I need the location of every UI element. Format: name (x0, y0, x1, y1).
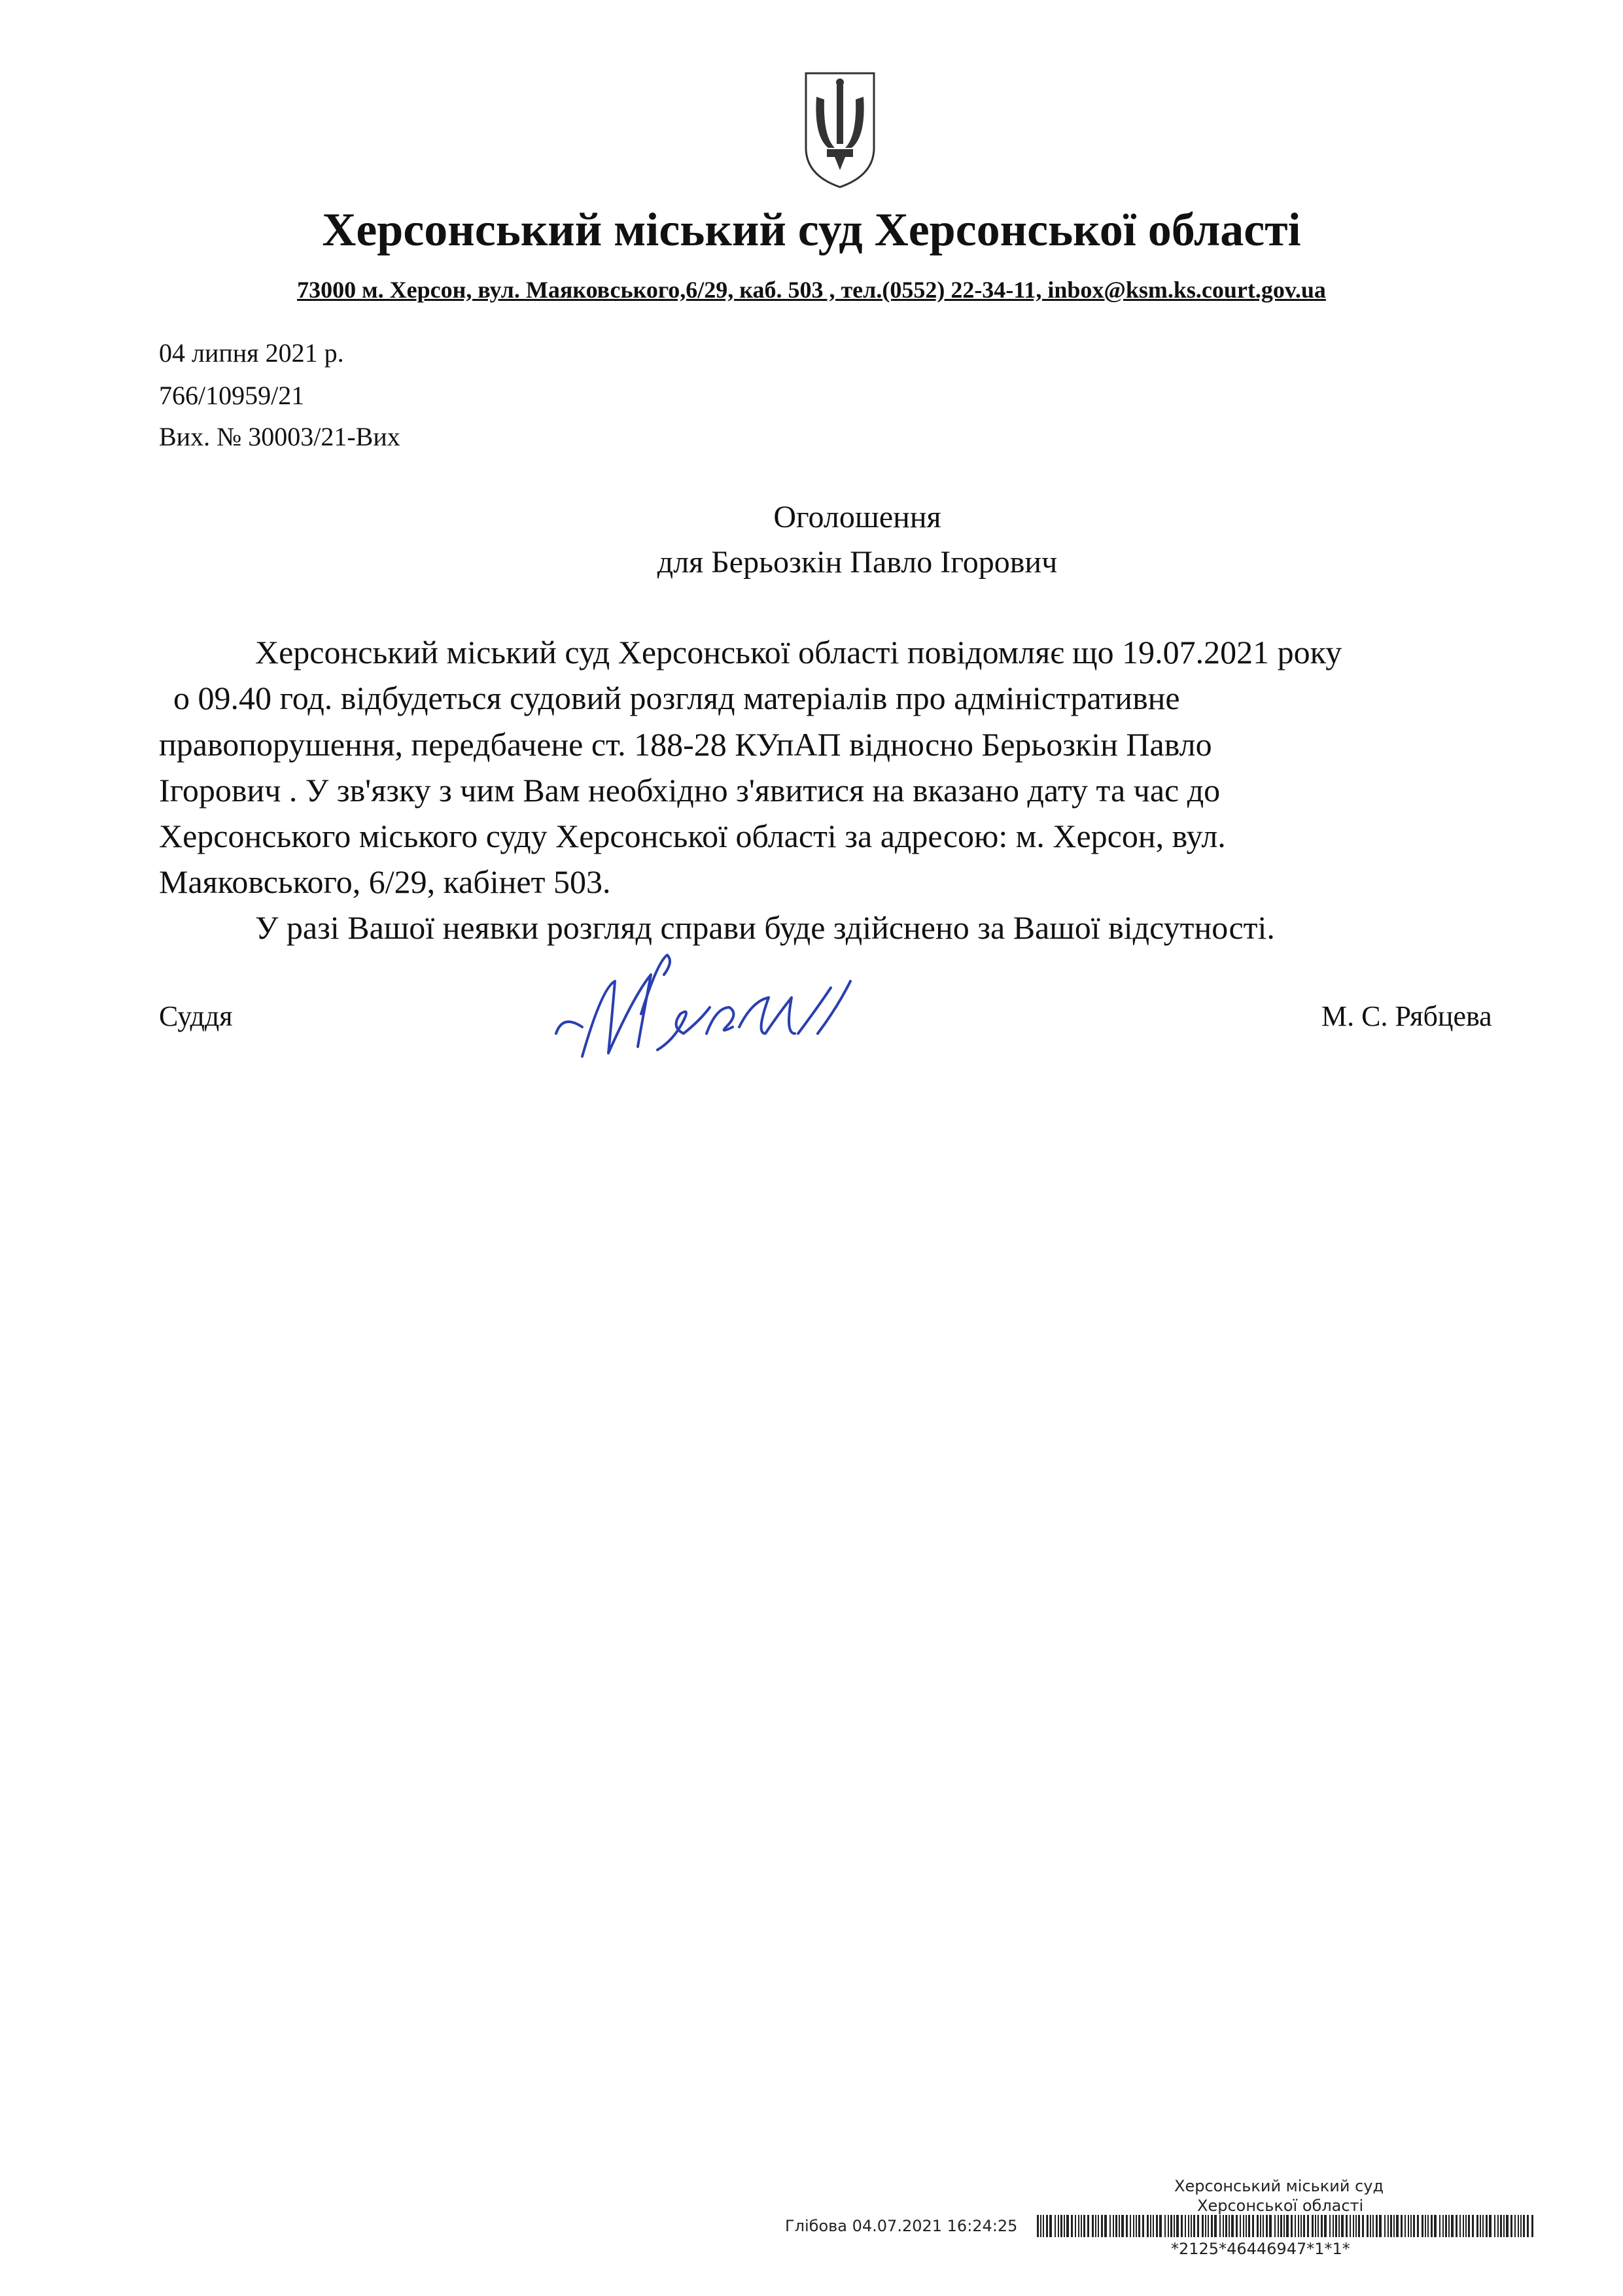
stamp-code: *2125*46446947*1*1* (1171, 2240, 1350, 2258)
barcode (1037, 2215, 1534, 2237)
judge-name: М. С. Рябцева (1321, 1000, 1492, 1032)
body-text-line: У разі Вашої неявки розгляд справи буде здійснено за Вашої відсутності. (255, 909, 1275, 946)
body-text-line: Маяковського, 6/29, кабінет 503. (159, 863, 611, 900)
case-number: 766/10959/21 (159, 381, 305, 410)
body-text-line: о 09.40 год. відбудеться судовий розгляд матеріалів про адміністративне (173, 680, 1180, 716)
stamp-court-line-2: Херсонської області (1197, 2197, 1364, 2215)
body-text-line: Херсонський міський суд Херсонської області повідомляє що 19.07.2021 року (255, 634, 1342, 670)
court-name: Херсонський міський суд Херсонської області (322, 203, 1301, 256)
body-text-line: Ігорович . У зв'язку з чим Вам необхідно з'явитися на вказано дату та час до (159, 772, 1221, 809)
body-text-line: правопорушення, передбачене ст. 188-28 КУпАП відносно Берьозкін Павло (159, 726, 1212, 763)
notice-recipient: для Берьозкін Павло Ігорович (657, 545, 1058, 580)
outgoing-number: Вих. № 30003/21-Вих (159, 422, 400, 451)
judge-role-label: Суддя (159, 1000, 233, 1032)
body-text-line: Херсонського міського суду Херсонської області за адресою: м. Херсон, вул. (159, 818, 1226, 854)
stamp-user-datetime: Глібова 04.07.2021 16:24:25 (785, 2217, 1018, 2235)
tryzub-coat-of-arms-icon (802, 71, 878, 190)
stamp-court-line-1: Херсонський міський суд (1174, 2177, 1384, 2195)
court-address: 73000 м. Херсон, вул. Маяковського,6/29, каб. 503 , тел.(0552) 22-34-11, inbox@ksm.ks.court.gov.ua (297, 277, 1326, 303)
handwritten-signature (543, 935, 883, 1073)
document-date: 04 липня 2021 р. (159, 338, 344, 368)
notice-title: Оголошення (773, 500, 941, 534)
